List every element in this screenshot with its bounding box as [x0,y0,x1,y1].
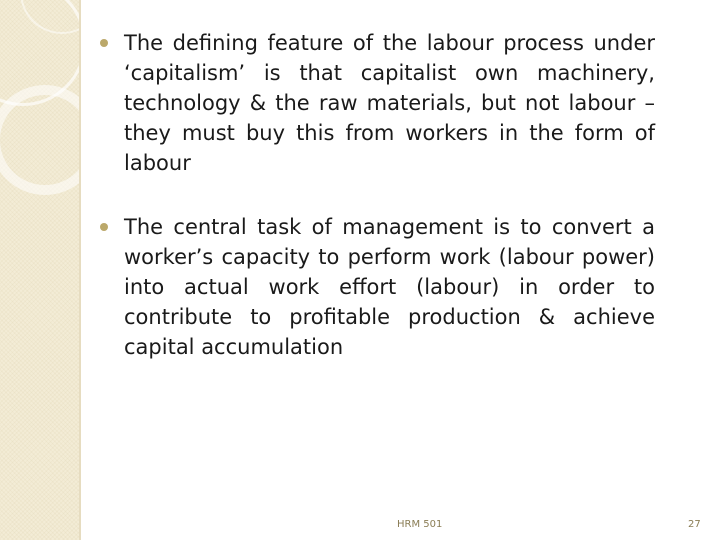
bullet-item [100,28,655,178]
bullet-text: The central task of management is to convert a worker’s capacity to perform work (labour power) into actual work effort (labour) in order to contribute to profitable production & achieve capital accumulation [124,215,655,359]
bullet-item [100,212,655,362]
decorative-side-band [0,0,80,540]
decorative-ring [0,85,100,195]
page-number: 27 [688,519,701,530]
slide-footer: HRM 501 [397,519,443,530]
bullet-text: The defining feature of the labour process under ‘capitalism’ is that capitalist own machinery, technology & the raw materials, but not labour – they must buy this from workers in the form of labour [124,31,655,175]
bullet-icon [100,223,108,231]
side-band-edge [79,0,81,540]
bullet-icon [100,39,108,47]
slide-body [100,28,655,396]
